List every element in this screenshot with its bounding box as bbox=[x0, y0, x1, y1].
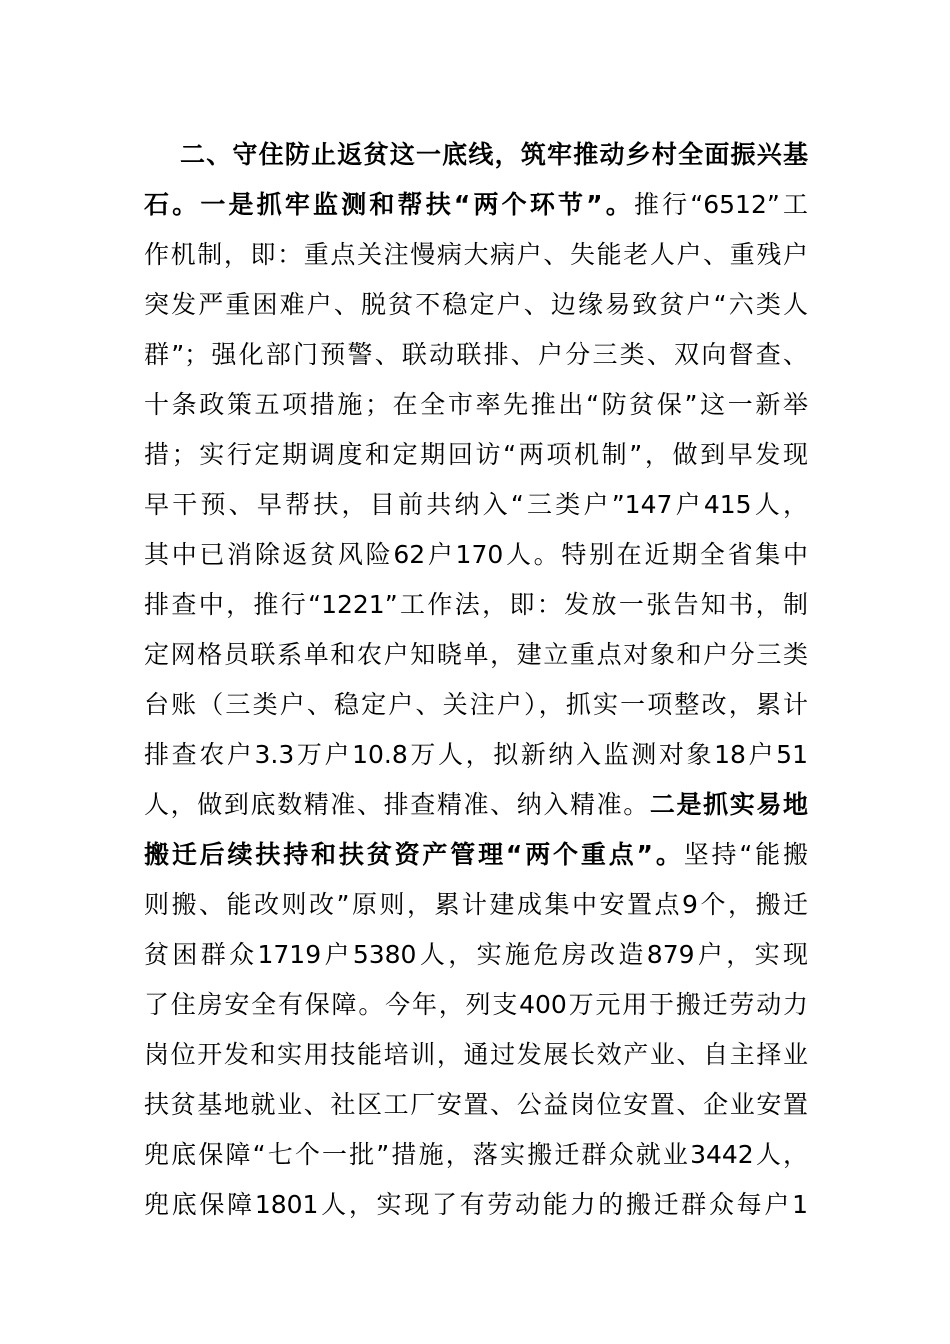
text-segment: 群”；强化部门预警、联动联排、户分三类、双向督查、 bbox=[144, 340, 808, 369]
text-line bbox=[144, 480, 808, 530]
text-segment: 兜底保障“七个一批”措施，落实搬迁群众就业3442人， bbox=[144, 1140, 808, 1169]
text-line bbox=[144, 980, 808, 1030]
text-segment: 了住房安全有保障。今年，列支400万元用于搬迁劳动力 bbox=[144, 990, 808, 1019]
bold-text-segment: 二、守住防止返贫这一底线，筑牢推动乡村全面振兴基 bbox=[180, 140, 808, 169]
text-line bbox=[144, 830, 808, 880]
text-segment: 兜底保障1801人，实现了有劳动能力的搬迁群众每户1 bbox=[144, 1190, 808, 1219]
text-line bbox=[144, 330, 808, 380]
text-segment: 作机制，即：重点关注慢病大病户、失能老人户、重残户 bbox=[144, 240, 808, 269]
text-line bbox=[144, 1180, 808, 1230]
text-segment: 推行“6512”工 bbox=[633, 190, 808, 219]
text-line bbox=[144, 1030, 808, 1080]
text-segment: 人，做到底数精准、排查精准、纳入精准。 bbox=[144, 790, 650, 819]
text-segment: 岗位开发和实用技能培训，通过发展长效产业、自主择业 bbox=[144, 1040, 808, 1069]
text-line bbox=[144, 580, 808, 630]
bold-text-segment: 搬迁后续扶持和扶贫资产管理“两个重点”。 bbox=[144, 840, 684, 869]
text-line bbox=[144, 430, 808, 480]
text-line bbox=[144, 1080, 808, 1130]
text-line bbox=[144, 1130, 808, 1180]
text-line bbox=[144, 180, 808, 230]
text-line bbox=[144, 530, 808, 580]
text-segment: 突发严重困难户、脱贫不稳定户、边缘易致贫户“六类人 bbox=[144, 290, 808, 319]
text-segment: 早干预、早帮扶，目前共纳入“三类户”147户415人， bbox=[144, 490, 808, 519]
text-line bbox=[144, 230, 808, 280]
text-segment: 台账（三类户、稳定户、关注户），抓实一项整改，累计 bbox=[144, 690, 808, 719]
text-line bbox=[144, 930, 808, 980]
text-line bbox=[144, 280, 808, 330]
text-segment: 坚持“能搬 bbox=[683, 840, 809, 869]
text-segment: 排查农户3.3万户10.8万人，拟新纳入监测对象18户51 bbox=[144, 740, 808, 769]
text-line bbox=[144, 780, 808, 830]
text-segment: 十条政策五项措施；在全市率先推出“防贫保”这一新举 bbox=[144, 390, 808, 419]
text-line bbox=[144, 880, 808, 930]
body-paragraph bbox=[144, 130, 808, 1230]
bold-text-segment: 二是抓实易地 bbox=[649, 790, 808, 819]
text-segment: 排查中，推行“1221”工作法，即：发放一张告知书，制 bbox=[144, 590, 808, 619]
text-segment: 定网格员联系单和农户知晓单，建立重点对象和户分三类 bbox=[144, 640, 808, 669]
text-line bbox=[144, 730, 808, 780]
text-line bbox=[144, 380, 808, 430]
text-line bbox=[144, 680, 808, 730]
text-segment: 扶贫基地就业、社区工厂安置、公益岗位安置、企业安置 bbox=[144, 1090, 808, 1119]
bold-text-segment: 石。一是抓牢监测和帮扶“两个环节”。 bbox=[144, 190, 634, 219]
text-segment: 其中已消除返贫风险62户170人。特别在近期全省集中 bbox=[144, 540, 808, 569]
text-segment: 贫困群众1719户5380人，实施危房改造879户，实现 bbox=[144, 940, 808, 969]
text-line bbox=[144, 630, 808, 680]
text-segment: 措；实行定期调度和定期回访“两项机制”，做到早发现 bbox=[144, 440, 808, 469]
text-line bbox=[144, 130, 808, 180]
text-segment: 则搬、能改则改”原则，累计建成集中安置点9个，搬迁 bbox=[144, 890, 808, 919]
